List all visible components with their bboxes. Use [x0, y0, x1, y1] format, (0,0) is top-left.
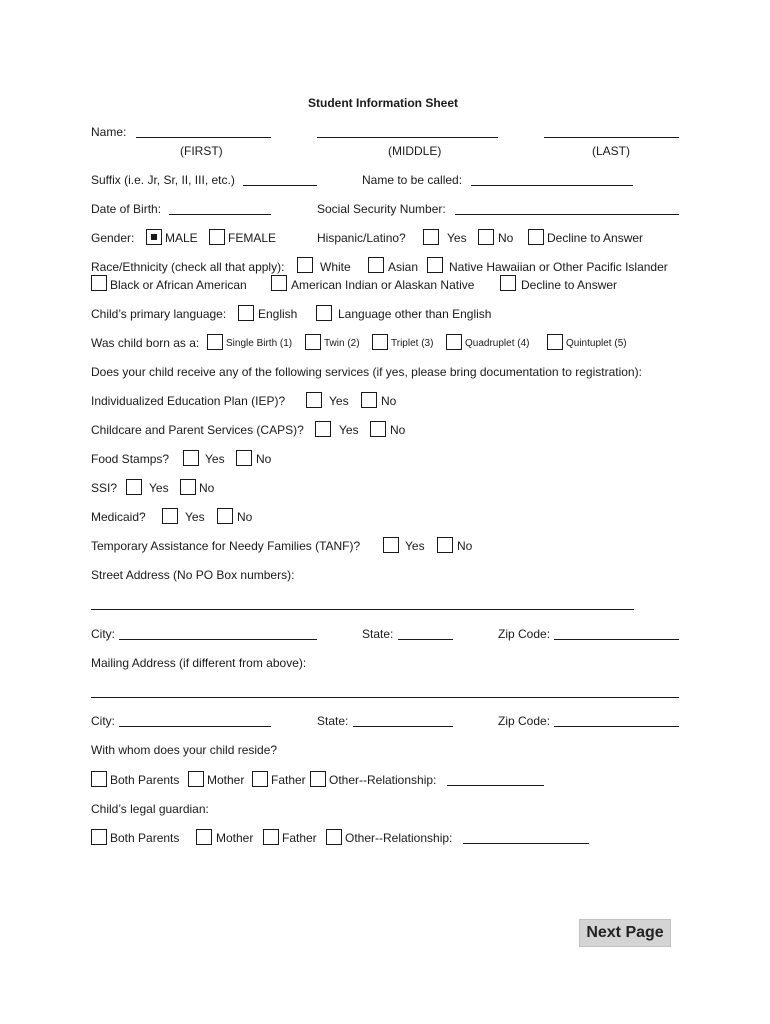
suffix-label: Suffix (i.e. Jr, Sr, II, III, etc.): [91, 173, 235, 187]
mailing-field[interactable]: [91, 697, 679, 698]
guardian-father-checkbox[interactable]: [263, 829, 279, 845]
foodstamps-no-label: No: [256, 452, 272, 466]
reside-father-label: Father: [271, 773, 306, 787]
mailing-state-field[interactable]: [353, 726, 453, 727]
reside-other-label: Other--Relationship:: [329, 773, 437, 787]
dob-label: Date of Birth:: [91, 202, 162, 216]
ssn-label: Social Security Number:: [317, 202, 446, 216]
tanf-label: Temporary Assistance for Needy Families (TANF)?: [91, 539, 361, 553]
birth-quadruplet-label: Quadruplet (4): [465, 338, 530, 349]
birth-quadruplet-checkbox[interactable]: [446, 334, 462, 350]
female-checkbox[interactable]: [209, 229, 225, 245]
street-field[interactable]: [91, 609, 634, 610]
foodstamps-label: Food Stamps?: [91, 452, 170, 466]
birth-twin-label: Twin (2): [324, 338, 360, 349]
city-label: City:: [91, 627, 115, 641]
gender-label: Gender:: [91, 231, 135, 245]
mailing-state-label: State:: [317, 714, 349, 728]
mailing-zip-field[interactable]: [554, 726, 679, 727]
iep-yes-checkbox[interactable]: [306, 392, 322, 408]
guardian-label: Child’s legal guardian:: [91, 802, 209, 816]
female-label: FEMALE: [228, 231, 277, 245]
mailing-zip-label: Zip Code:: [498, 714, 551, 728]
hispanic-yes-checkbox[interactable]: [423, 229, 439, 245]
reside-both-label: Both Parents: [110, 773, 180, 787]
iep-label: Individualized Education Plan (IEP)?: [91, 394, 286, 408]
birth-quintuplet-label: Quintuplet (5): [566, 338, 627, 349]
state-field[interactable]: [398, 639, 453, 640]
iep-yes-label: Yes: [329, 394, 349, 408]
guardian-both-checkbox[interactable]: [91, 829, 107, 845]
guardian-other-field[interactable]: [463, 843, 589, 844]
hispanic-label: Hispanic/Latino?: [317, 231, 406, 245]
reside-mother-label: Mother: [207, 773, 245, 787]
iep-no-label: No: [381, 394, 397, 408]
tanf-no-label: No: [457, 539, 473, 553]
medicaid-yes-label: Yes: [185, 510, 205, 524]
race-black-checkbox[interactable]: [91, 275, 107, 291]
caps-yes-checkbox[interactable]: [315, 421, 331, 437]
last-name-field[interactable]: [544, 137, 679, 138]
foodstamps-no-checkbox[interactable]: [236, 450, 252, 466]
language-other-checkbox[interactable]: [316, 305, 332, 321]
medicaid-label: Medicaid?: [91, 510, 146, 524]
tanf-no-checkbox[interactable]: [437, 537, 453, 553]
tanf-yes-checkbox[interactable]: [383, 537, 399, 553]
page-title: Student Information Sheet: [308, 96, 458, 110]
tanf-yes-label: Yes: [405, 539, 425, 553]
guardian-father-label: Father: [282, 831, 317, 845]
language-other-label: Language other than English: [338, 307, 492, 321]
called-field[interactable]: [471, 185, 633, 186]
iep-no-checkbox[interactable]: [361, 392, 377, 408]
mailing-city-label: City:: [91, 714, 115, 728]
ssi-no-label: No: [199, 481, 215, 495]
birth-triplet-checkbox[interactable]: [372, 334, 388, 350]
ssi-no-checkbox[interactable]: [180, 479, 196, 495]
race-decline-checkbox[interactable]: [500, 275, 516, 291]
guardian-mother-checkbox[interactable]: [196, 829, 212, 845]
middle-name-field[interactable]: [317, 137, 498, 138]
birth-quintuplet-checkbox[interactable]: [547, 334, 563, 350]
medicaid-no-label: No: [237, 510, 253, 524]
next-page-button[interactable]: Next Page: [579, 919, 671, 947]
race-hawaiian-checkbox[interactable]: [427, 257, 443, 273]
race-white-label: White: [320, 260, 351, 274]
dob-field[interactable]: [169, 214, 271, 215]
race-asian-label: Asian: [388, 260, 419, 274]
birth-triplet-label: Triplet (3): [391, 338, 434, 349]
street-label: Street Address (No PO Box numbers):: [91, 568, 295, 582]
race-native-checkbox[interactable]: [271, 275, 287, 291]
guardian-mother-label: Mother: [216, 831, 254, 845]
last-caption: (LAST): [592, 144, 631, 158]
language-english-label: English: [258, 307, 298, 321]
guardian-both-label: Both Parents: [110, 831, 180, 845]
race-asian-checkbox[interactable]: [368, 257, 384, 273]
zip-field[interactable]: [554, 639, 679, 640]
ssi-label: SSI?: [91, 481, 118, 495]
caps-yes-label: Yes: [339, 423, 359, 437]
language-english-checkbox[interactable]: [238, 305, 254, 321]
mailing-city-field[interactable]: [119, 726, 271, 727]
guardian-other-label: Other--Relationship:: [345, 831, 453, 845]
city-field[interactable]: [119, 639, 317, 640]
reside-other-field[interactable]: [447, 785, 544, 786]
hispanic-decline-checkbox[interactable]: [528, 229, 544, 245]
reside-father-checkbox[interactable]: [252, 771, 268, 787]
suffix-field[interactable]: [243, 185, 317, 186]
zip-label: Zip Code:: [498, 627, 551, 641]
guardian-other-checkbox[interactable]: [326, 829, 342, 845]
reside-both-checkbox[interactable]: [91, 771, 107, 787]
birth-single-checkbox[interactable]: [207, 334, 223, 350]
hispanic-decline-label: Decline to Answer: [547, 231, 644, 245]
medicaid-no-checkbox[interactable]: [217, 508, 233, 524]
male-checkbox[interactable]: [146, 229, 162, 245]
caps-no-label: No: [390, 423, 406, 437]
caps-label: Childcare and Parent Services (CAPS)?: [91, 423, 304, 437]
birth-twin-checkbox[interactable]: [305, 334, 321, 350]
race-decline-label: Decline to Answer: [521, 278, 618, 292]
services-intro: Does your child receive any of the following services (if yes, please bring documentation to registration):: [91, 365, 642, 379]
race-hawaiian-label: Native Hawaiian or Other Pacific Islander: [449, 260, 668, 274]
male-label: MALE: [165, 231, 198, 245]
mailing-label: Mailing Address (if different from above):: [91, 656, 307, 670]
first-caption: (FIRST): [180, 144, 223, 158]
birth-single-label: Single Birth (1): [226, 338, 293, 349]
called-label: Name to be called:: [362, 173, 463, 187]
ssi-yes-label: Yes: [149, 481, 169, 495]
middle-caption: (MIDDLE): [388, 144, 442, 158]
caps-no-checkbox[interactable]: [370, 421, 386, 437]
race-label: Race/Ethnicity (check all that apply):: [91, 260, 285, 274]
state-label: State:: [362, 627, 394, 641]
reside-other-checkbox[interactable]: [310, 771, 326, 787]
race-white-checkbox[interactable]: [297, 257, 313, 273]
ssn-field[interactable]: [455, 214, 679, 215]
reside-mother-checkbox[interactable]: [188, 771, 204, 787]
foodstamps-yes-checkbox[interactable]: [183, 450, 199, 466]
hispanic-no-checkbox[interactable]: [478, 229, 494, 245]
birth-label: Was child born as a:: [91, 336, 200, 350]
race-black-label: Black or African American: [110, 278, 247, 292]
medicaid-yes-checkbox[interactable]: [162, 508, 178, 524]
first-name-field[interactable]: [136, 137, 271, 138]
race-native-label: American Indian or Alaskan Native: [291, 278, 475, 292]
language-label: Child’s primary language:: [91, 307, 227, 321]
ssi-yes-checkbox[interactable]: [126, 479, 142, 495]
hispanic-yes-label: Yes: [447, 231, 467, 245]
reside-label: With whom does your child reside?: [91, 743, 278, 757]
name-label: Name:: [91, 125, 127, 139]
hispanic-no-label: No: [498, 231, 514, 245]
foodstamps-yes-label: Yes: [205, 452, 225, 466]
